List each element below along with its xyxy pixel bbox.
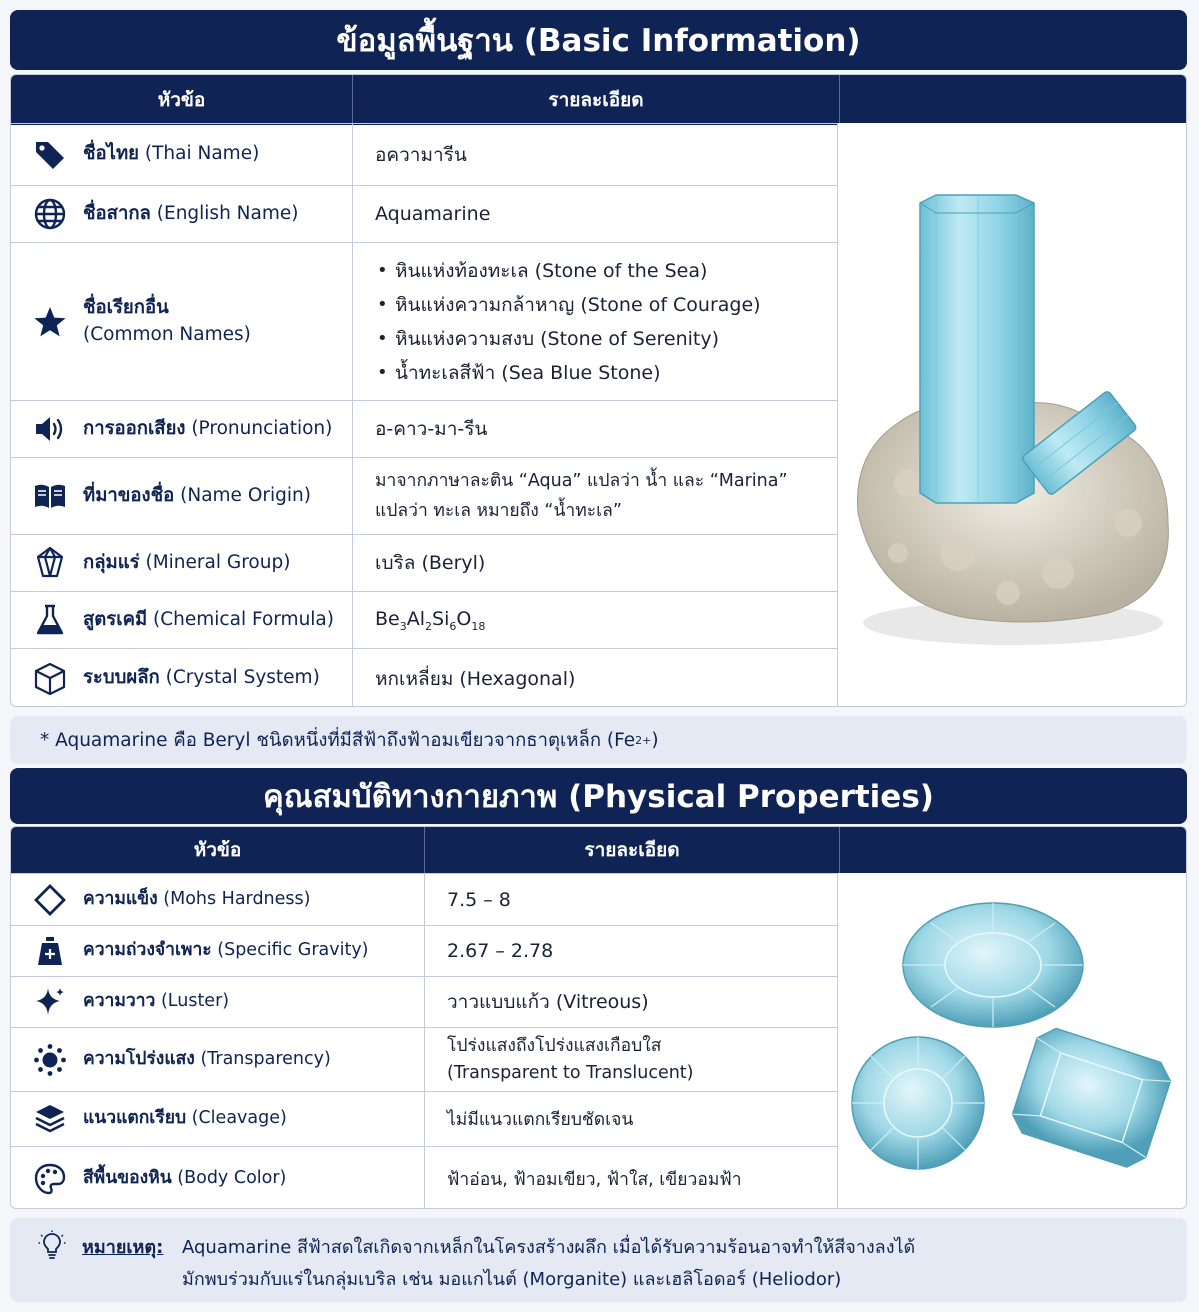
- crystal-system-value: หกเหลี่ยม (Hexagonal): [375, 667, 576, 690]
- mineral-group-value: เบริล (Beryl): [375, 552, 486, 574]
- table-row: ความโปร่งแสง (Transparency) โปร่งแสงถึงโปร่งแสงเกือบใส (Transparent to Translucent): [11, 1027, 839, 1091]
- table-row: การออกเสียง (Pronunciation) อ-คาว-มา-รีน: [11, 400, 839, 457]
- table-row: ชื่อไทย (Thai Name) อความารีน: [11, 123, 839, 185]
- weight-icon: [31, 932, 69, 970]
- list-item: • หินแห่งความสงบ (Stone of Serenity): [375, 322, 761, 356]
- basic-info-banner: [10, 10, 1187, 70]
- layers-icon: [31, 1100, 69, 1138]
- header-detail: รายละเอียด: [584, 839, 680, 861]
- basic-footnote: * Aquamarine คือ Beryl ชนิดหนึ่งที่มีสีฟ้าถึงฟ้าอมเขียวจากธาตุเหล็ก (Fe 2+ ): [10, 716, 1187, 764]
- basic-info-table: [10, 74, 1187, 707]
- table-row: แนวแตกเรียบ (Cleavage) ไม่มีแนวแตกเรียบชัดเจน: [11, 1091, 839, 1146]
- physical-note: [10, 1218, 1187, 1302]
- physical-props-title: คุณสมบัติทางกายภาพ (Physical Properties): [263, 779, 934, 815]
- basic-info-header: [11, 75, 839, 125]
- header-topic: หัวข้อ: [11, 827, 425, 873]
- aquamarine-gems-image: [837, 873, 1186, 1209]
- table-row: ความวาว (Luster) วาวแบบแก้ว (Vitreous): [11, 976, 839, 1027]
- name-origin-line2: แปลว่า ทะเล หมายถึง “น้ำทะเล”: [375, 501, 622, 521]
- chemical-formula: $Be_3Al_2Si_6O_{18}$: [375, 607, 486, 633]
- basic-info-header-image-col: [839, 75, 1187, 125]
- thai-name-value: อความารีน: [375, 143, 467, 166]
- transparency-line2: (Transparent to Translucent): [447, 1062, 694, 1083]
- table-row: สีพื้นของหิน (Body Color) ฟ้าอ่อน, ฟ้าอมเขียว, ฟ้าใส, เขียวอมฟ้า: [11, 1146, 839, 1209]
- table-row: ระบบผลึก (Crystal System) หกเหลี่ยม (Hexagonal): [11, 648, 839, 707]
- luster-value: วาวแบบแก้ว (Vitreous): [447, 991, 649, 1013]
- english-name-value: Aquamarine: [375, 203, 491, 225]
- gem-icon: [31, 544, 69, 582]
- sun-icon: [31, 1041, 69, 1079]
- basic-info-title: ข้อมูลพื้นฐาน (Basic Information): [336, 23, 861, 59]
- common-names-list: [375, 254, 761, 390]
- transparency-line1: โปร่งแสงถึงโปร่งแสงเกือบใส: [447, 1035, 662, 1056]
- header-topic: หัวข้อ: [11, 75, 353, 125]
- physical-props-table: [10, 826, 1187, 1209]
- flask-icon: [31, 601, 69, 639]
- header-detail: รายละเอียด: [548, 89, 644, 111]
- note-line1: Aquamarine สีฟ้าสดใสเกิดจากเหล็กในโครงสร้างผลึก เมื่อได้รับความร้อนอาจทำให้สีจางลงได้: [182, 1237, 916, 1258]
- note-label: หมายเหตุ:: [82, 1237, 164, 1258]
- hardness-value: 7.5 – 8: [447, 888, 511, 911]
- name-origin-line1: มาจากภาษาละติน “Aqua” แปลว่า น้ำ และ “Marina”: [375, 471, 788, 491]
- table-row: ความถ่วงจำเพาะ (Specific Gravity) 2.67 – 2.78: [11, 925, 839, 976]
- specific-gravity-value: 2.67 – 2.78: [447, 940, 554, 962]
- table-row: สูตรเคมี (Chemical Formula) $Be_3Al_2Si_6O_{18}$: [11, 591, 839, 648]
- physical-props-header: [11, 827, 839, 873]
- table-row: ชื่อเรียกอื่น (Common Names) • หินแห่งท้องทะเล (Stone of the Sea) • หินแห่งความกล้าหาญ (Stone of Courage) • หินแห่งความสงบ (Stone of Serenity) • น้ำทะเลสีฟ้า (Sea Blue Stone): [11, 242, 839, 400]
- sparkle-icon: [31, 983, 69, 1021]
- book-icon: [31, 477, 69, 515]
- aquamarine-crystal-image: [837, 123, 1186, 707]
- cleavage-value: ไม่มีแนวแตกเรียบชัดเจน: [447, 1110, 634, 1130]
- list-item: • หินแห่งท้องทะเล (Stone of the Sea): [375, 254, 761, 288]
- table-row: ชื่อสากล (English Name) Aquamarine: [11, 185, 839, 242]
- body-color-value: ฟ้าอ่อน, ฟ้าอมเขียว, ฟ้าใส, เขียวอมฟ้า: [447, 1169, 742, 1190]
- globe-icon: [31, 195, 69, 233]
- cube-icon: [31, 660, 69, 698]
- table-row: กลุ่มแร่ (Mineral Group) เบริล (Beryl): [11, 534, 839, 591]
- table-row: ที่มาของชื่อ (Name Origin) มาจากภาษาละติน “Aqua” แปลว่า น้ำ และ “Marina” แปลว่า ทะเล หมายถึง “น้ำทะเล”: [11, 457, 839, 534]
- physical-props-header-image-col: [839, 827, 1187, 873]
- diamond-outline-icon: [31, 881, 69, 919]
- note-line2: มักพบร่วมกับแร่ในกลุ่มเบริล เช่น มอแกไนต์ (Morganite) และเฮลิโอดอร์ (Heliodor): [182, 1269, 842, 1290]
- star-icon: [31, 303, 69, 341]
- lightbulb-icon: [38, 1230, 66, 1260]
- physical-props-banner: [10, 768, 1187, 824]
- tag-icon: [31, 136, 69, 174]
- palette-icon: [31, 1160, 69, 1198]
- list-item: • หินแห่งความกล้าหาญ (Stone of Courage): [375, 288, 761, 322]
- table-row: ความแข็ง (Mohs Hardness) 7.5 – 8: [11, 873, 839, 925]
- speaker-icon: [31, 410, 69, 448]
- list-item: • น้ำทะเลสีฟ้า (Sea Blue Stone): [375, 356, 761, 390]
- pronunciation-value: อ-คาว-มา-รีน: [375, 418, 488, 440]
